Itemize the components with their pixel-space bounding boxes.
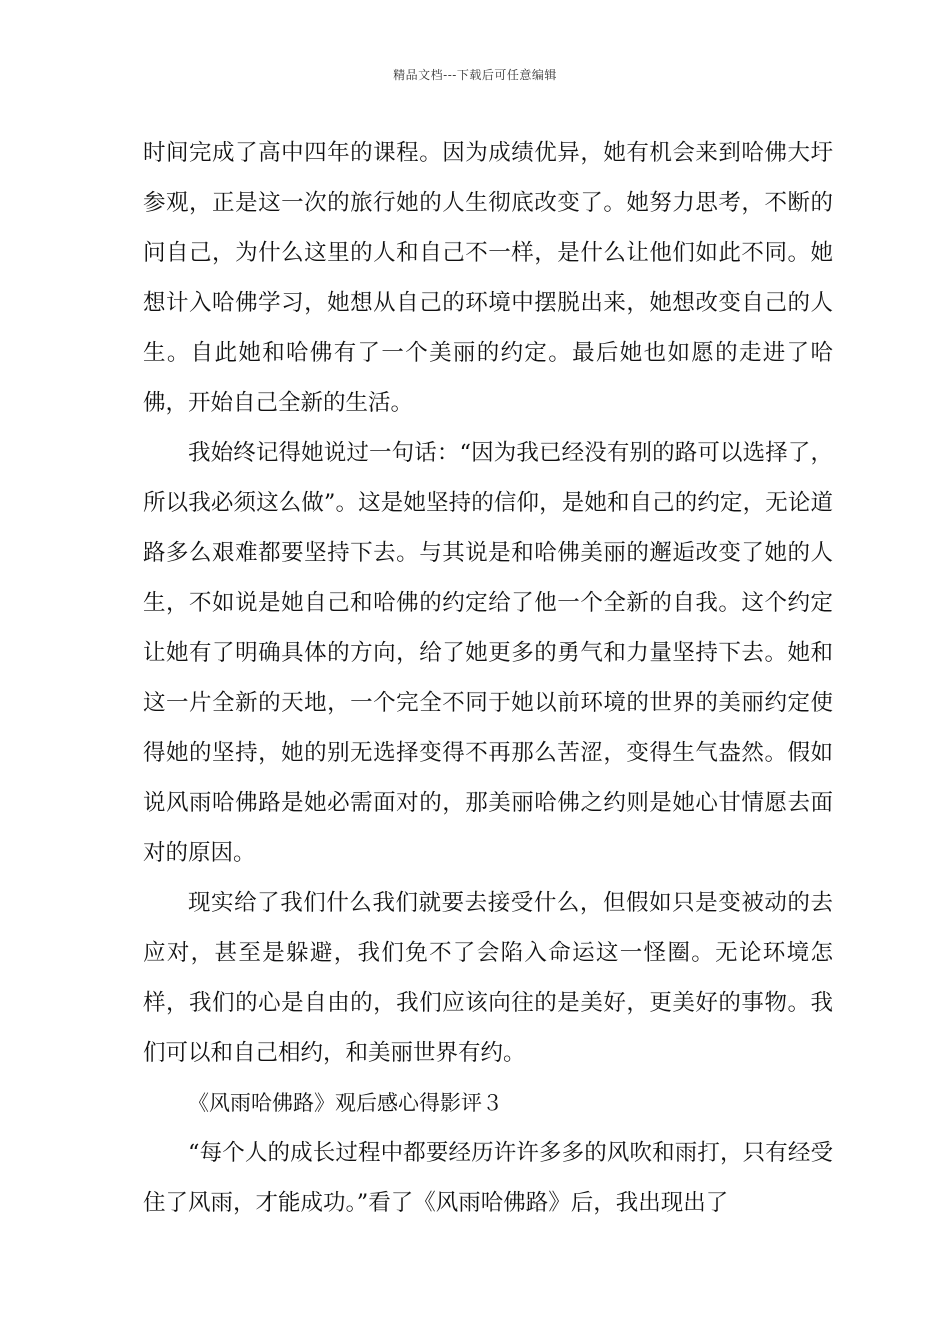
paragraph-2: 我始终记得她说过一句话：“因为我已经没有别的路可以选择了，所以我必须这么做”。这是她坚持的信仰，是她和自己的约定，无论道路多么艰难都要坚持下去。与其说是和哈佛美丽的邂逅改变了她的人生，不如说是她自己和哈佛的约定给了他一个全新的自我。这个约定让她有了明确具体的方向，给了她更多的勇气和力量坚持下去。她和这一片全新的天地，一个完全不同于她以前环境的世界的美丽约定使得她的坚持，她的别无选择变得不再那么苦涩，变得生气盎然。假如说风雨哈佛路是她必需面对的，那美丽哈佛之约则是她心甘情愿去面对的原因。 [143,440,833,866]
page-header: 精品文档---下载后可任意编辑 [393,68,557,82]
section-heading: 《风雨哈佛路》观后感心得影评３ [188,1091,503,1115]
paragraph-1: 时间完成了高中四年的课程。因为成绩优异，她有机会来到哈佛大圩参观，正是这一次的旅行她的人生彻底改变了。她努力思考，不断的问自己，为什么这里的人和自己不一样，是什么让他们如此不同。她想计入哈佛学习，她想从自己的环境中摆脱出来，她想改变自己的人生。自此她和哈佛有了一个美丽的约定。最后她也如愿的走进了哈佛，开始自己全新的生活。 [143,140,833,416]
paragraph-3: 现实给了我们什么我们就要去接受什么，但假如只是变被动的去应对，甚至是躲避，我们免不了会陷入命运这一怪圈。无论环境怎样，我们的心是自由的，我们应该向往的是美好，更美好的事物。我们可以和自己相约，和美丽世界有约。 [143,890,833,1066]
document-body [143,128,833,1228]
paragraph-4: “每个人的成长过程中都要经历许许多多的风吹和雨打，只有经受住了风雨，才能成功。”看了《风雨哈佛路》后，我出现出了 [143,1140,833,1216]
